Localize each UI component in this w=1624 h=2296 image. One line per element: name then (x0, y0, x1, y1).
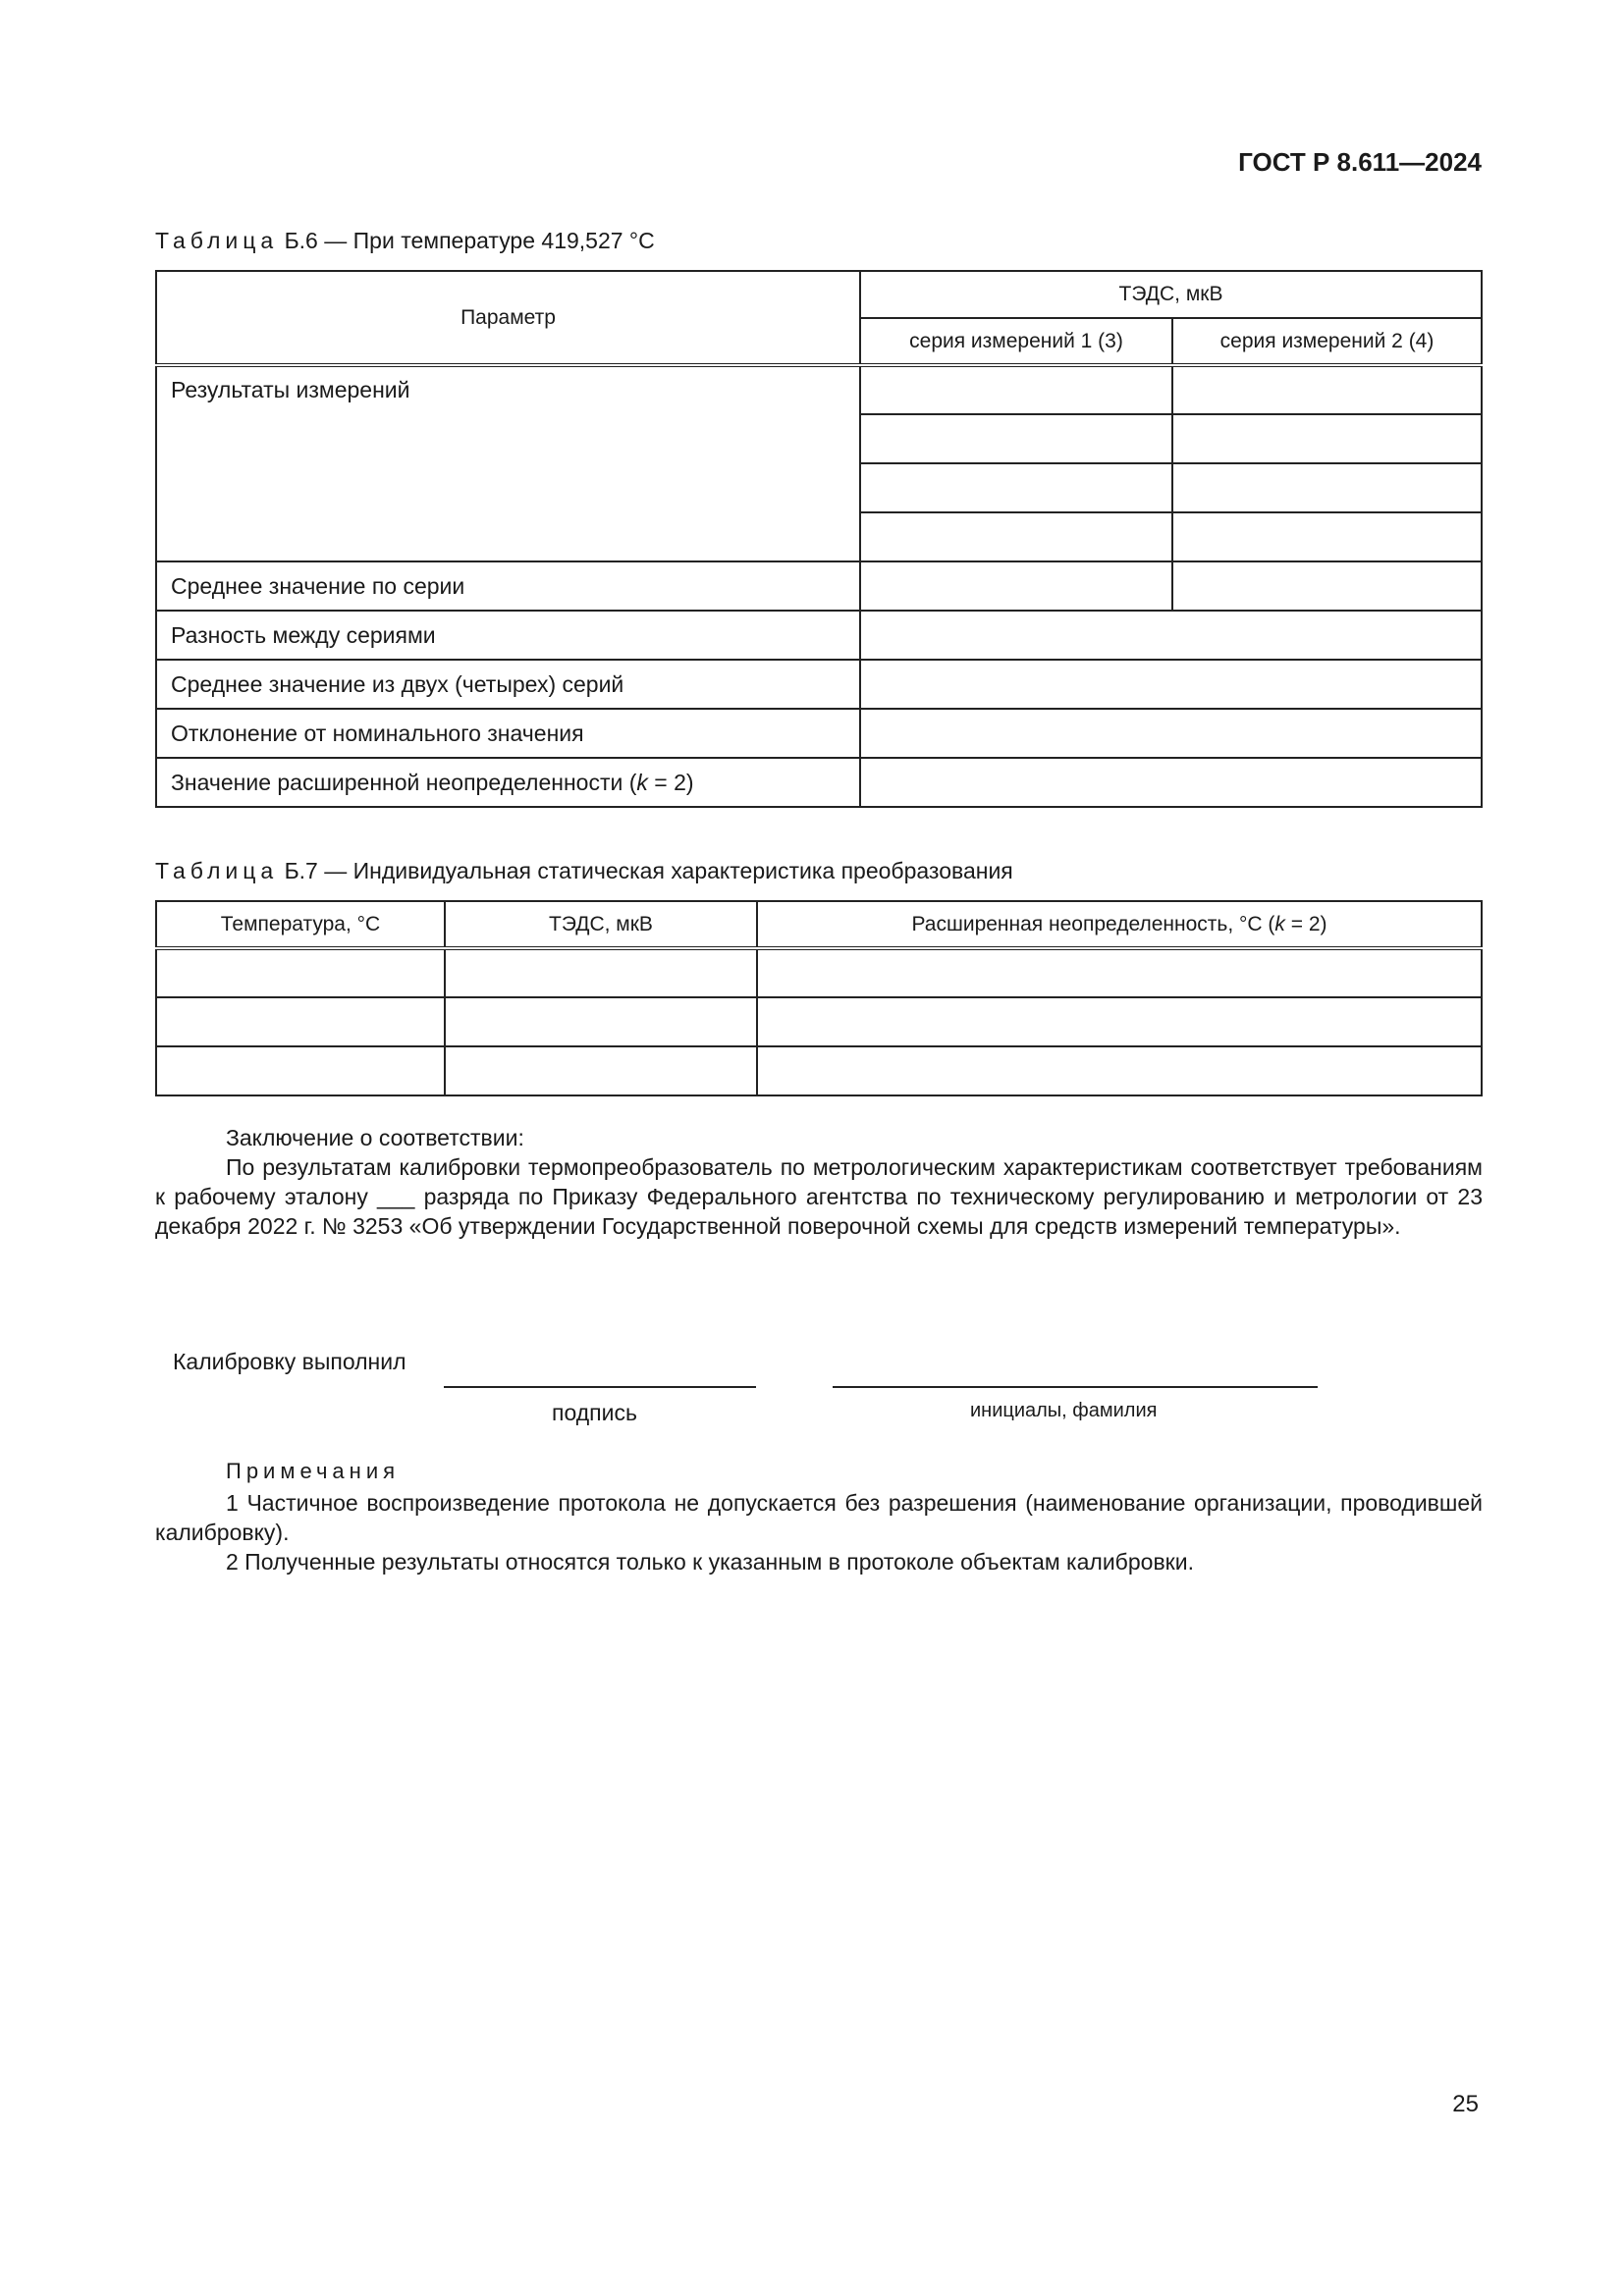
table-cell (445, 997, 757, 1046)
table-cell (860, 660, 1482, 709)
table-b6-header-series1: серия измерений 1 (3) (860, 318, 1172, 365)
row-label-mean-all: Среднее значение из двух (четырех) серий (156, 660, 860, 709)
page-number: 25 (1452, 2091, 1479, 2117)
table-b6 (155, 270, 1483, 808)
conclusion-title: Заключение о соответствии: (226, 1125, 524, 1150)
table-cell (860, 611, 1482, 660)
table-cell (757, 948, 1482, 997)
table-b6-caption (155, 228, 655, 254)
conclusion-text: По результатам калибровки термопреобразователь по метрологическим характеристикам соответствует требованиям к рабочему эталону ___ разряда по Приказу Федерального агентства по техническому регулированию и метрологии от 23 декабря 2022 г. № 3253 «Об утверждении Государственной поверочной схемы для средств измерений температуры». (155, 1154, 1483, 1239)
table-b6-header-param: Параметр (156, 271, 860, 365)
table-cell (757, 997, 1482, 1046)
table-cell (1172, 463, 1482, 512)
unc-header-suffix: = 2) (1284, 912, 1327, 935)
unc-header-prefix: Расширенная неопределенность, °C ( (911, 912, 1275, 935)
table-b6-header-series2: серия измерений 2 (4) (1172, 318, 1482, 365)
table-b7-caption-word: Таблица (155, 858, 279, 883)
table-cell (445, 948, 757, 997)
table-cell (1172, 512, 1482, 561)
table-cell (1172, 365, 1482, 414)
unc-header-k: k (1274, 912, 1285, 935)
table-cell (445, 1046, 757, 1095)
document-code: ГОСТ Р 8.611—2024 (1238, 147, 1482, 177)
table-b7-header-tedc: ТЭДС, мкВ (445, 901, 757, 948)
table-cell (860, 365, 1172, 414)
signature-caption: подпись (552, 1400, 637, 1425)
row-label-uncertainty (156, 758, 860, 807)
table-cell (1172, 414, 1482, 463)
table-cell (156, 1046, 445, 1095)
table-b7-header-temp: Температура, °C (156, 901, 445, 948)
notes-title: Примечания (226, 1459, 401, 1483)
table-cell (860, 561, 1172, 611)
signature-line (444, 1386, 756, 1388)
table-cell (860, 512, 1172, 561)
table-b7-caption (155, 858, 1013, 884)
table-b6-header-tedc: ТЭДС, мкВ (860, 271, 1482, 318)
row-label-mean-series: Среднее значение по серии (156, 561, 860, 611)
note-item-1: 1 Частичное воспроизведение протокола не допускается без разрешения (наименование организации, проводившей калибровку). (155, 1490, 1483, 1545)
table-cell (860, 758, 1482, 807)
row-label-deviation: Отклонение от номинального значения (156, 709, 860, 758)
table-cell (860, 414, 1172, 463)
table-cell (860, 463, 1172, 512)
name-line (833, 1386, 1318, 1388)
table-cell (1172, 561, 1482, 611)
table-cell (757, 1046, 1482, 1095)
uncertainty-prefix: Значение расширенной неопределенности ( (171, 769, 637, 795)
coverage-factor-k: k (636, 769, 648, 795)
table-cell (156, 997, 445, 1046)
table-b7 (155, 900, 1483, 1096)
note-item-2: 2 Полученные результаты относятся только к указанным в протоколе объектам калибровки. (226, 1549, 1194, 1575)
table-cell (156, 948, 445, 997)
table-cell (860, 709, 1482, 758)
row-label-results: Результаты измерений (156, 365, 860, 561)
table-b7-header-uncertainty (757, 901, 1482, 948)
table-b6-caption-text: Б.6 — При температуре 419,527 °C (284, 228, 655, 253)
name-caption: инициалы, фамилия (970, 1400, 1158, 1421)
row-label-diff-series: Разность между сериями (156, 611, 860, 660)
signature-label: Калибровку выполнил (173, 1349, 406, 1374)
table-b6-caption-word: Таблица (155, 228, 279, 253)
table-b7-caption-text: Б.7 — Индивидуальная статическая характеристика преобразования (284, 858, 1013, 883)
uncertainty-suffix: = 2) (647, 769, 694, 795)
